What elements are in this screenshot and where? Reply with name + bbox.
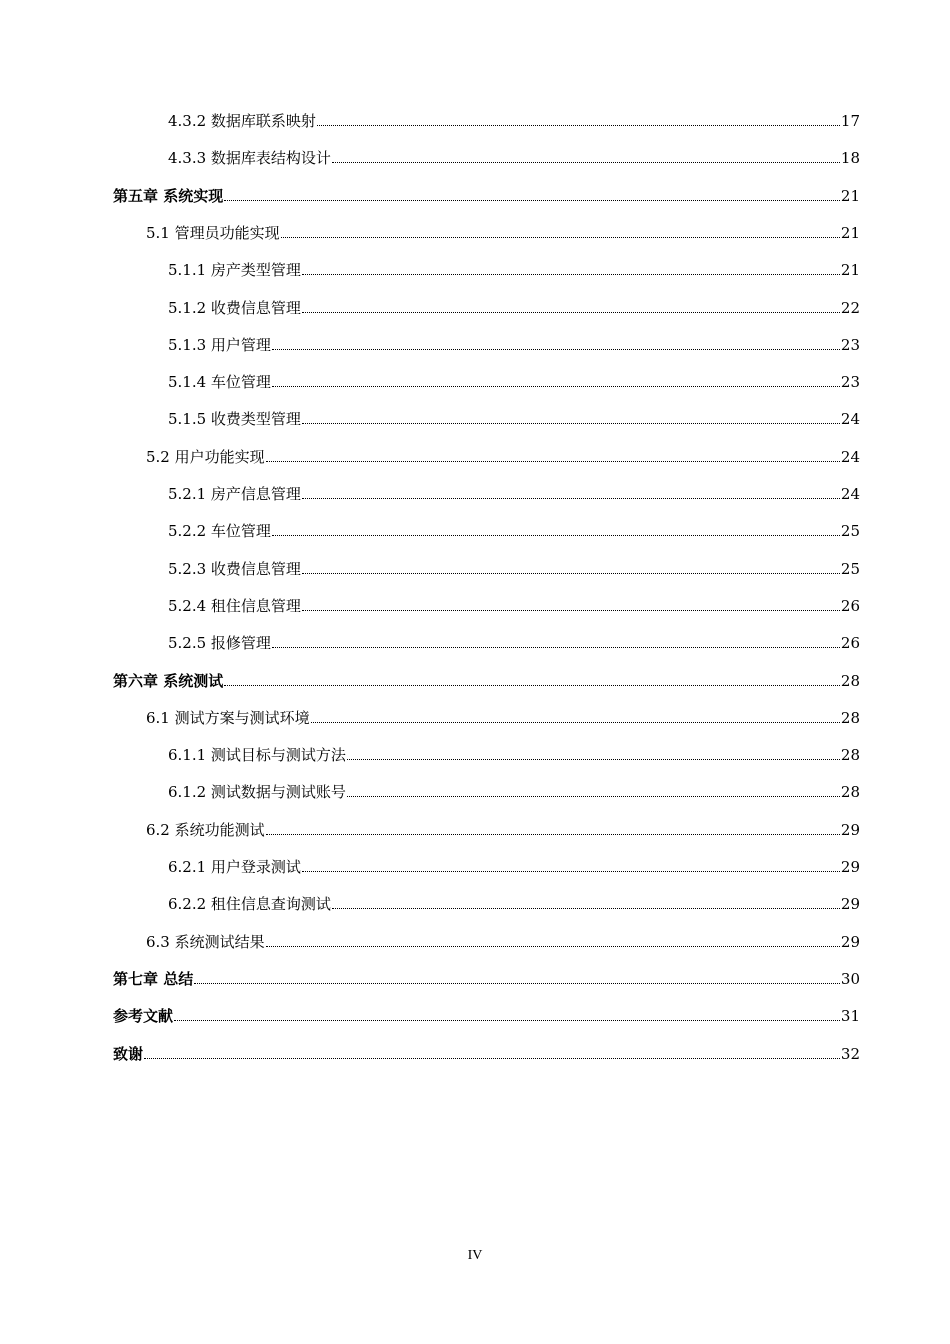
toc-entry-title: 第五章 系统实现 [113,187,224,205]
toc-entry[interactable] [168,109,860,131]
dot-leader [302,610,840,611]
toc-entry[interactable] [146,818,860,840]
dot-leader [317,125,840,126]
toc-entry-page: 28 [840,709,860,727]
toc-entry[interactable] [168,333,860,355]
toc-entry-title: 6.2.2 租住信息查询测试 [168,895,331,913]
toc-entry-title: 5.1.1 房产类型管理 [168,261,301,279]
toc-entry[interactable] [168,855,860,877]
toc-entry[interactable] [168,519,860,541]
toc-entry-title: 5.2.3 收费信息管理 [168,560,301,578]
page-number: IV [467,1248,483,1263]
toc-entry[interactable] [146,706,860,728]
toc-entry-page: 18 [840,149,860,167]
toc-entry-page: 28 [840,783,860,801]
toc-entry[interactable] [113,184,860,206]
toc-entry-page: 21 [840,261,860,279]
dot-leader [266,834,840,835]
dot-leader [302,274,840,275]
toc-entry[interactable] [113,1004,860,1026]
toc-entry[interactable] [168,892,860,914]
toc-entry[interactable] [146,221,860,243]
toc-entry-page: 21 [840,224,860,242]
toc-entry-page: 23 [840,336,860,354]
toc-entry-title: 4.3.2 数据库联系映射 [168,112,316,130]
toc-entry[interactable] [168,370,860,392]
toc-entry-title: 5.1 管理员功能实现 [146,224,280,242]
toc-entry-title: 参考文献 [113,1007,174,1025]
toc-entry-page: 28 [840,672,860,690]
toc-entry-page: 31 [840,1007,860,1025]
toc-entry[interactable] [113,669,860,691]
dot-leader [332,162,840,163]
toc-entry-page: 29 [840,821,860,839]
toc-entry-page: 26 [840,597,860,615]
dot-leader [224,685,840,686]
dot-leader [347,796,840,797]
dot-leader [302,423,840,424]
toc-entry[interactable] [168,780,860,802]
toc-entry-title: 6.1 测试方案与测试环境 [146,709,310,727]
dot-leader [311,722,840,723]
toc-entry-page: 21 [840,187,860,205]
toc-entry-title: 5.1.3 用户管理 [168,336,271,354]
dot-leader [272,349,840,350]
toc-entry[interactable] [168,482,860,504]
toc-entry-title: 5.2 用户功能实现 [146,448,265,466]
toc-entry[interactable] [168,557,860,579]
dot-leader [194,983,840,984]
dot-leader [266,946,840,947]
toc-entry-page: 32 [840,1045,860,1063]
toc-entry[interactable] [113,1042,860,1064]
dot-leader [281,237,840,238]
toc-entry-title: 6.1.1 测试目标与测试方法 [168,746,346,764]
toc-entry[interactable] [146,445,860,467]
dot-leader [302,871,840,872]
dot-leader [332,908,840,909]
toc-entry-page: 24 [840,485,860,503]
toc-entry-title: 5.2.4 租住信息管理 [168,597,301,615]
toc-entry-title: 5.1.4 车位管理 [168,373,271,391]
toc-entry[interactable] [168,631,860,653]
toc-entry-title: 第六章 系统测试 [113,672,224,690]
toc-entry-title: 6.2.1 用户登录测试 [168,858,301,876]
toc-entry[interactable] [168,743,860,765]
dot-leader [272,647,840,648]
dot-leader [302,573,840,574]
toc-entry-title: 4.3.3 数据库表结构设计 [168,149,331,167]
toc-entry[interactable] [168,407,860,429]
dot-leader [224,200,840,201]
toc-entry-page: 23 [840,373,860,391]
toc-entry-page: 28 [840,746,860,764]
toc-entry[interactable] [113,967,860,989]
toc-entry-title: 5.1.5 收费类型管理 [168,410,301,428]
toc-entry-page: 29 [840,933,860,951]
dot-leader [266,461,840,462]
toc-entry-page: 24 [840,410,860,428]
toc-entry-title: 6.2 系统功能测试 [146,821,265,839]
dot-leader [272,386,840,387]
toc-entry[interactable] [168,296,860,318]
dot-leader [144,1058,840,1059]
toc-entry-title: 5.2.2 车位管理 [168,522,271,540]
toc-entry-page: 29 [840,895,860,913]
toc-entry[interactable] [168,146,860,168]
dot-leader [302,498,840,499]
toc-entry-title: 第七章 总结 [113,970,194,988]
dot-leader [272,535,840,536]
toc-entry-page: 17 [840,112,860,130]
toc-entry[interactable] [146,930,860,952]
toc-entry-page: 25 [840,522,860,540]
toc-entry-page: 24 [840,448,860,466]
toc-entry-title: 6.3 系统测试结果 [146,933,265,951]
toc-entry-page: 30 [840,970,860,988]
toc-entry-title: 5.1.2 收费信息管理 [168,299,301,317]
toc-entry-page: 22 [840,299,860,317]
toc-entry-title: 5.2.5 报修管理 [168,634,271,652]
toc-entry-page: 25 [840,560,860,578]
toc-entry-page: 29 [840,858,860,876]
dot-leader [302,312,840,313]
toc-entry-title: 6.1.2 测试数据与测试账号 [168,783,346,801]
dot-leader [347,759,840,760]
toc-entry[interactable] [168,594,860,616]
toc-entry-title: 致谢 [113,1045,144,1063]
dot-leader [174,1020,840,1021]
toc-entry[interactable] [168,258,860,280]
toc-entry-page: 26 [840,634,860,652]
toc-entry-title: 5.2.1 房产信息管理 [168,485,301,503]
